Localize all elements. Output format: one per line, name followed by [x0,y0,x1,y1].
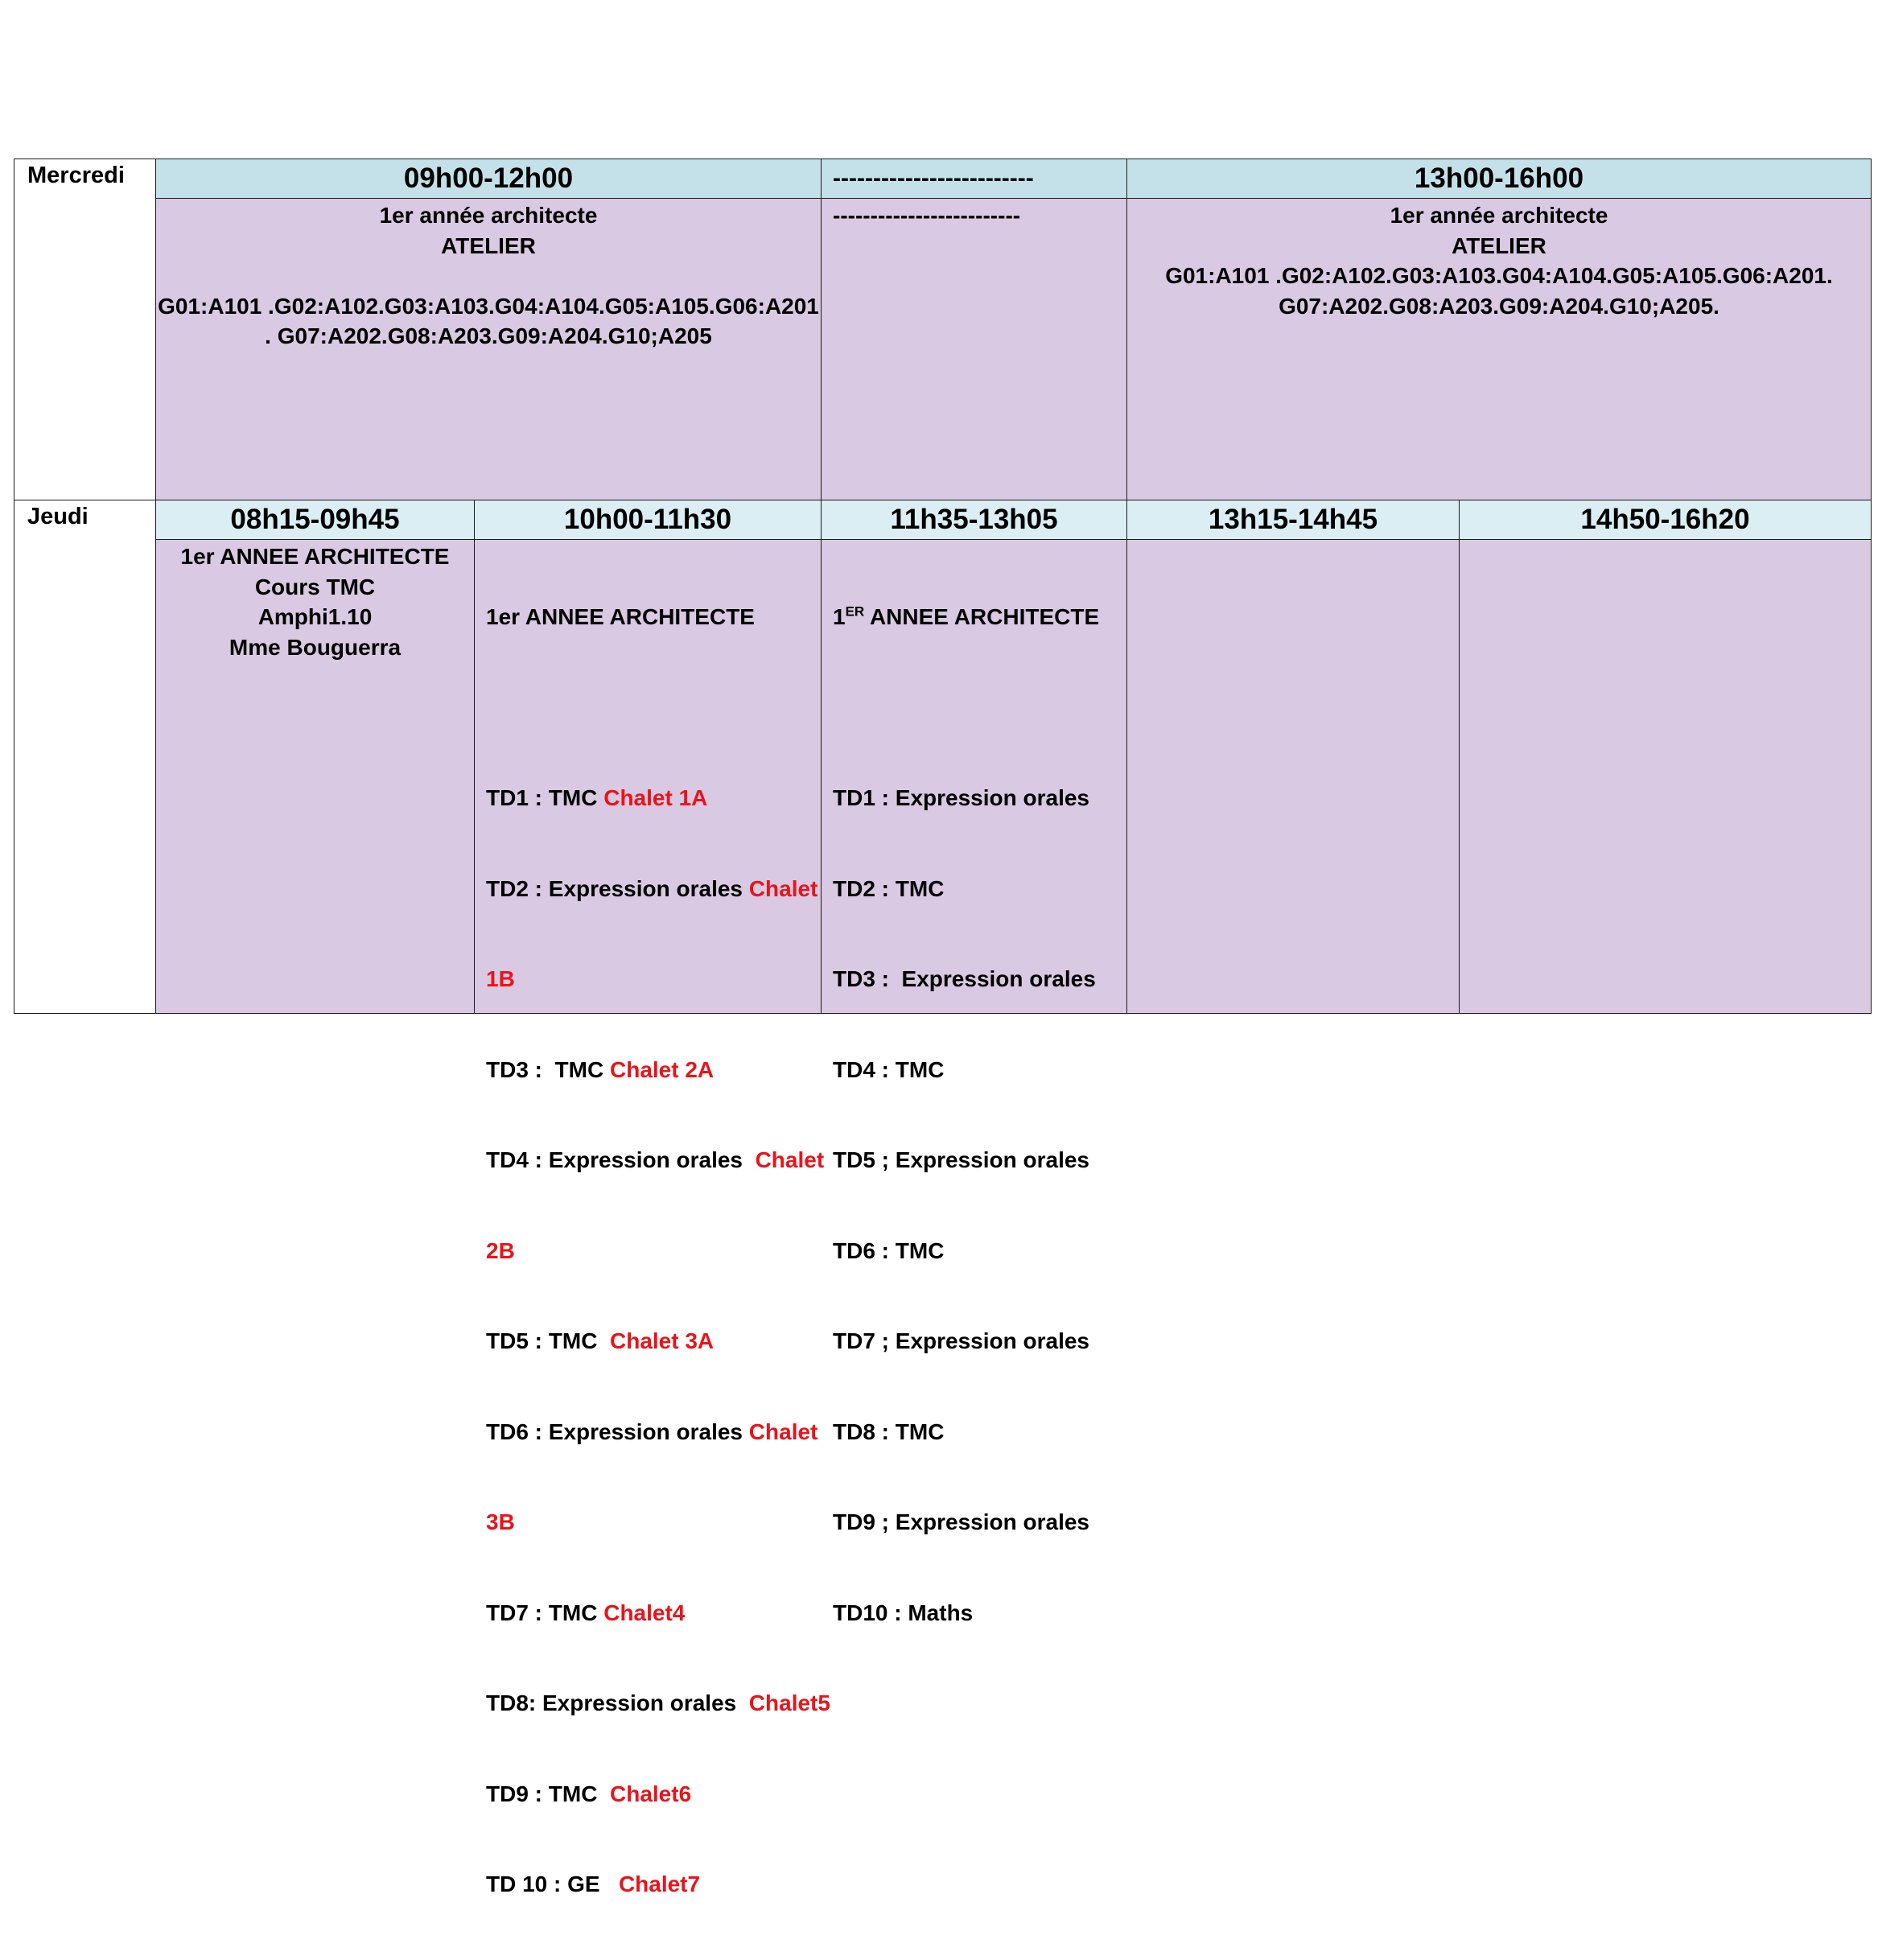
td-room: Chalet7 [618,1871,701,1896]
td-line-6 [486,1417,818,1447]
slot-header-thu-4 [1126,500,1460,540]
session-level: 1er ANNEE ARCHITECTE [486,604,755,629]
session-level: 1er année architecte [1390,203,1608,228]
td-label: TD4 : Expression orales [486,1147,756,1172]
td-line-6-cont: 3B [486,1509,515,1534]
slot-time: 13h15-14h45 [1208,504,1378,535]
td-label: TD7 : TMC [486,1600,604,1625]
td-line-1 [486,783,814,813]
level-number: 1 [833,604,846,629]
session-teacher: Mme Bouguerra [229,634,402,660]
td-line: TD2 : TMC [833,875,945,901]
session-wed-afternoon [1126,198,1872,501]
slot-time: ------------------------- [833,165,1034,191]
td-label: TD5 : TMC [486,1328,610,1353]
td-label: TD9 : TMC [486,1781,610,1806]
slot-time: 10h00-11h30 [563,504,732,535]
td-room: Chalet [748,875,818,901]
session-rooms-line2: . G07:A202.G08:A203.G09:A204.G10;A205 [265,323,712,348]
td-label: TD 10 : GE [486,1871,619,1896]
td-line: TD9 ; Expression orales [833,1509,1090,1534]
td-room: Chalet5 [748,1690,830,1715]
day-label-text: Jeudi [27,504,89,529]
session-level: 1er année architecte [379,203,598,228]
session-subject: ATELIER [441,233,536,258]
session-wed-break [821,198,1127,501]
session-rooms-line1: G01:A101 .G02:A102.G03:A103.G04:A104.G05:A105.G06:A201 [158,293,819,319]
td-label: TD6 : Expression orales [486,1419,749,1444]
session-thu-3 [821,539,1127,1625]
td-line: TD6 : TMC [833,1237,945,1263]
session-course: Cours TMC [254,574,376,599]
session-subject: ATELIER [1452,233,1546,258]
td-line-7 [486,1598,814,1629]
td-line-10 [486,1869,814,1900]
slot-header-wed-afternoon [1126,159,1872,199]
slot-time: 09h00-12h00 [403,163,574,194]
slot-header-wed-morning [155,159,822,199]
td-line-4 [486,1145,825,1176]
td-label: TD1 : TMC [486,785,604,810]
session-thu-1 [155,539,475,1014]
td-label: TD8: Expression orales [486,1690,749,1715]
td-line: TD4 : TMC [833,1056,945,1082]
td-line: TD3 : Expression orales [833,966,1096,991]
slot-time: 08h15-09h45 [230,504,400,535]
slot-header-thu-2 [474,500,822,540]
slot-time: 13h00-16h00 [1414,163,1584,194]
td-line-9 [486,1779,814,1810]
level-text: ANNEE ARCHITECTE [864,604,1100,629]
td-line: TD10 : Maths [833,1600,974,1625]
session-wed-morning [155,198,822,501]
td-room: Chalet [748,1419,818,1444]
td-line: TD5 ; Expression orales [833,1147,1090,1172]
slot-header-wed-break [821,159,1127,199]
day-label-text: Mercredi [27,163,125,188]
schedule-table [14,159,1872,1896]
level-superscript: ER [845,603,865,620]
slot-time: 14h50-16h20 [1580,504,1750,535]
td-line-2-cont: 1B [486,966,515,991]
td-label: TD3 : TMC [486,1056,610,1082]
td-line-3 [486,1055,814,1085]
session-rooms-line1: G01:A101 .G02:A102.G03:A103.G04:A104.G05:A105.G06:A201. [1165,263,1833,288]
td-line-4-cont: 2B [486,1237,515,1263]
td-room: Chalet [755,1147,825,1172]
day-label-wednesday [14,159,156,500]
td-label: TD2 : Expression orales [486,875,749,901]
session-level: 1er ANNEE ARCHITECTE [180,544,450,569]
break-dashes: ------------------------- [833,203,1021,228]
td-line-8 [486,1688,830,1719]
td-line: TD8 : TMC [833,1419,945,1444]
td-room: Chalet4 [603,1600,686,1625]
td-room: Chalet6 [610,1781,692,1806]
td-room: Chalet 2A [610,1056,715,1082]
day-label-thursday [14,500,156,1014]
td-line: TD1 : Expression orales [833,785,1090,810]
slot-header-thu-5 [1459,500,1872,540]
session-thu-2 [474,539,830,1896]
td-line: TD7 ; Expression orales [833,1328,1090,1353]
slot-header-thu-3 [821,500,1127,540]
slot-header-thu-1 [155,500,475,540]
td-room: Chalet 3A [610,1328,715,1353]
spacer [156,261,821,291]
td-room: Chalet 1A [603,785,708,810]
session-rooms-line2: G07:A202.G08:A203.G09:A204.G10;A205. [1279,293,1719,319]
session-room: Amphi1.10 [257,604,373,629]
slot-time: 11h35-13h05 [890,504,1058,535]
session-thu-5-empty [1459,539,1872,1014]
spacer [833,693,1120,723]
spacer [486,693,814,723]
session-thu-4-empty [1126,539,1460,1014]
td-line-2 [486,874,818,904]
session-level [833,602,1120,632]
